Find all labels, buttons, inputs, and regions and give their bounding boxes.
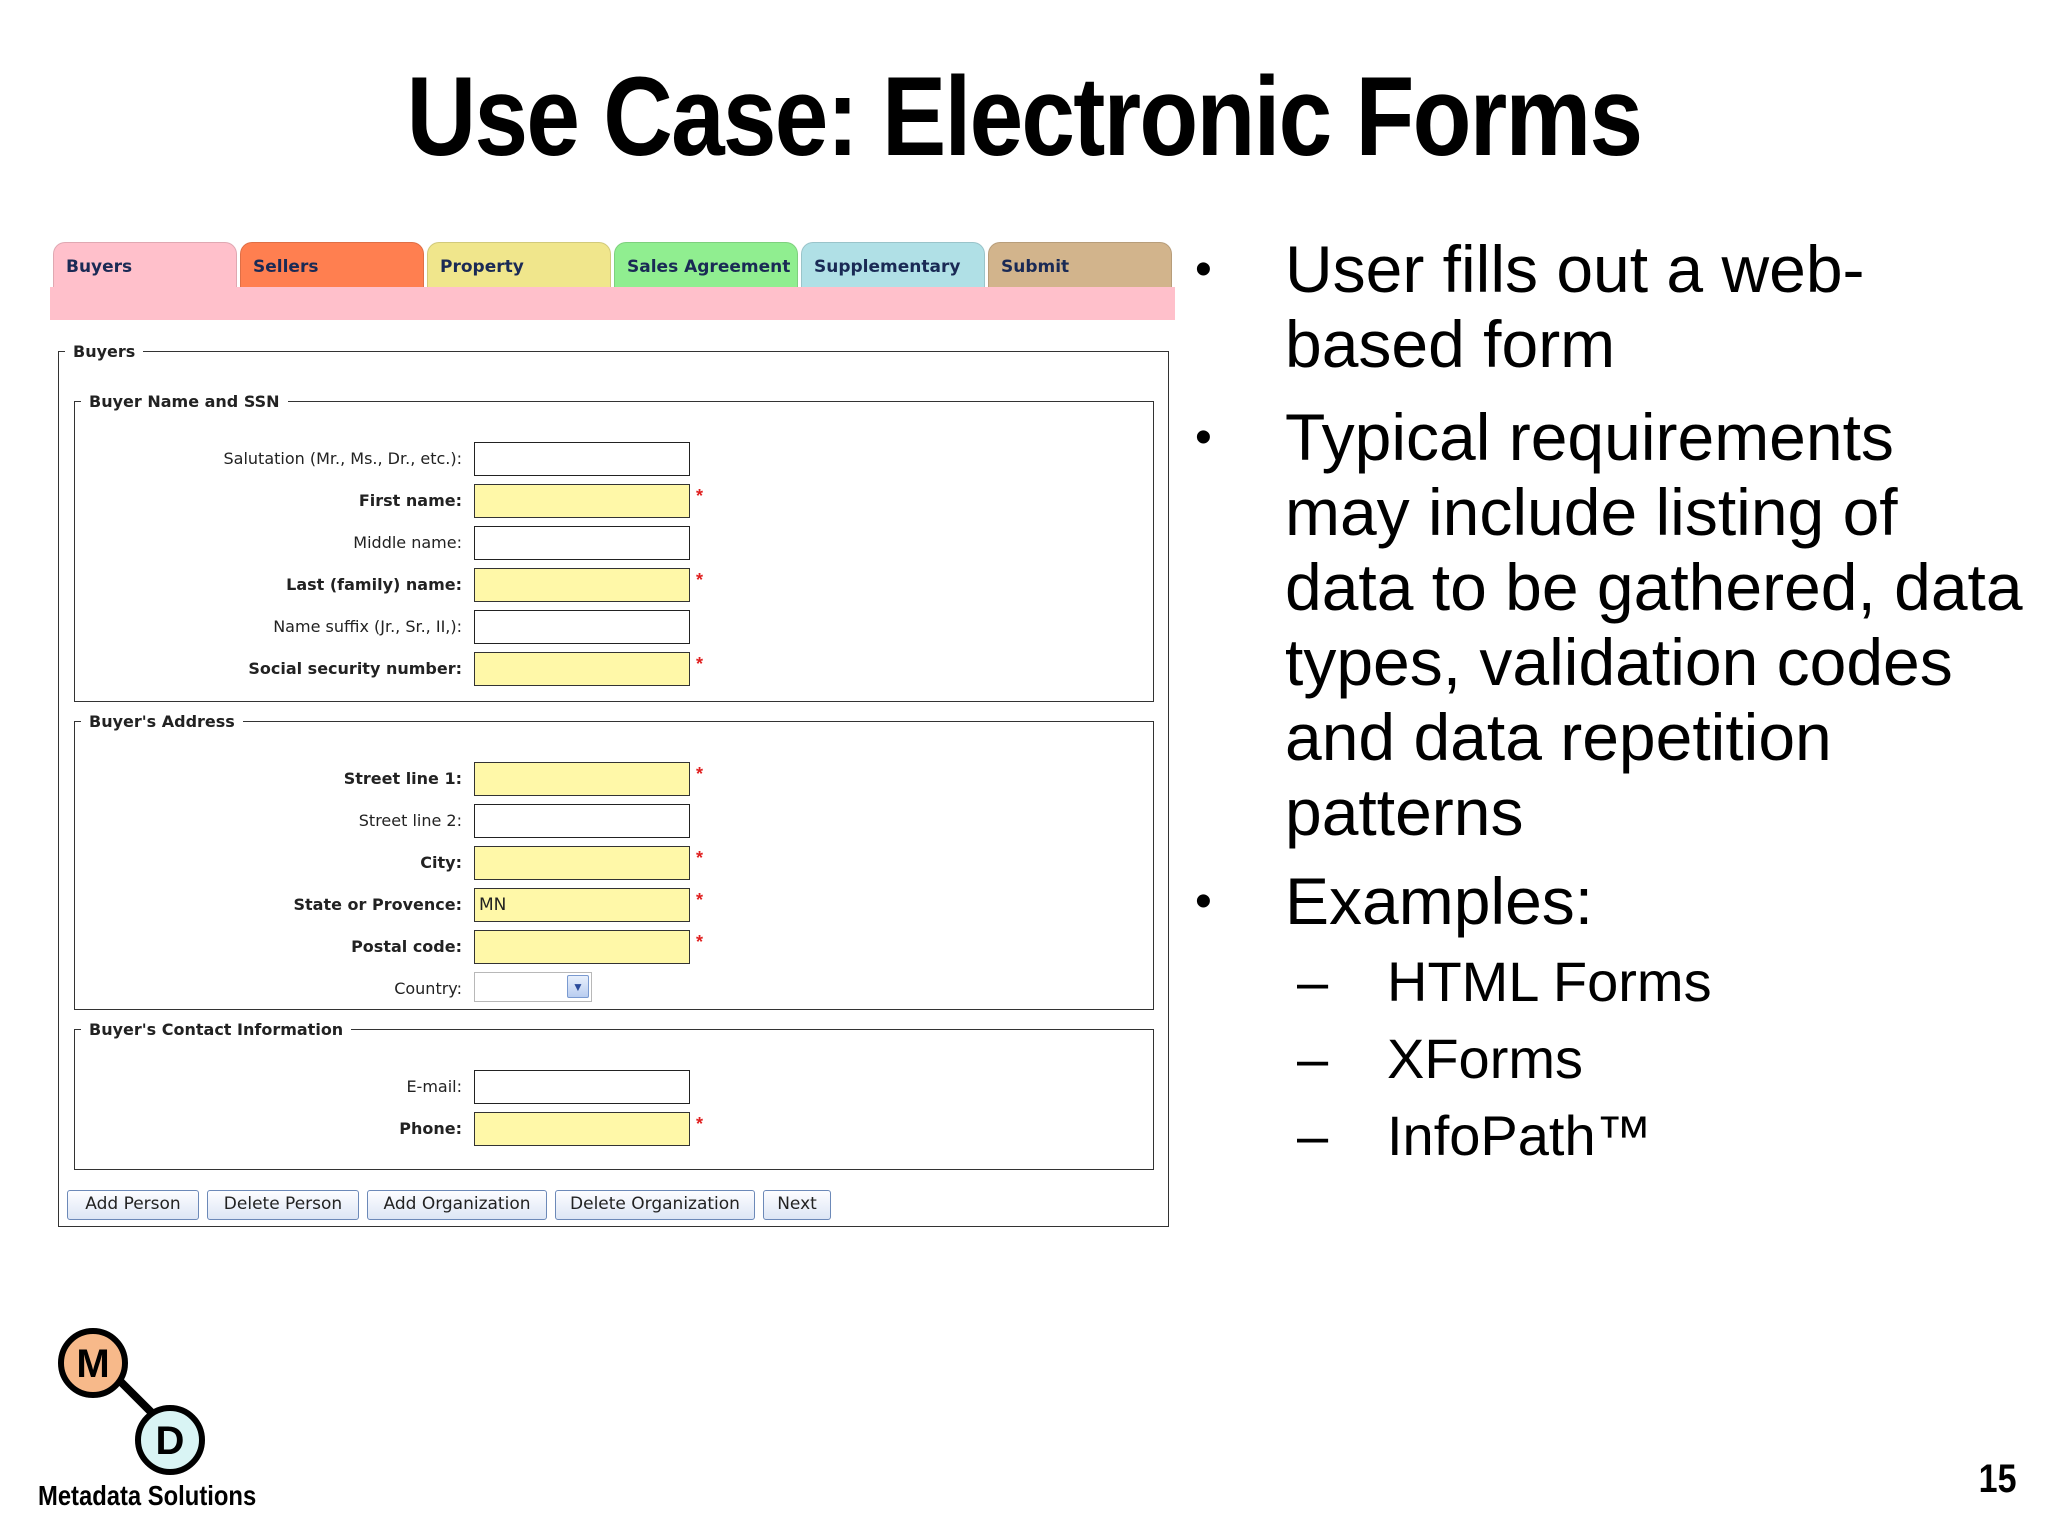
first-name-label: First name: (358, 491, 462, 510)
name-ssn-legend: Buyer Name and SSN (89, 392, 280, 411)
tab-buyers[interactable]: Buyers (53, 242, 237, 287)
first-name-field[interactable] (474, 484, 690, 518)
required-marker: * (696, 932, 704, 952)
phone-field[interactable] (474, 1112, 690, 1146)
salutation-row (74, 442, 1154, 476)
tab-sales-agreement[interactable]: Sales Agreement (614, 242, 798, 287)
bullet-marker: • (1195, 411, 1212, 464)
city-row (74, 846, 1154, 880)
required-marker: * (696, 654, 704, 674)
required-marker: * (696, 1114, 704, 1134)
sub-bullet-marker: – (1297, 950, 1329, 1013)
street1-label: Street line 1: (343, 769, 462, 788)
name-ssn-rows (74, 442, 1154, 702)
logo-m-letter: M (76, 1342, 110, 1386)
street1-row (74, 762, 1154, 796)
sub-bullet-text: HTML Forms (1387, 950, 1712, 1013)
ssn-row (74, 652, 1154, 686)
name-suffix-label: Name suffix (Jr., Sr., II,): (273, 617, 462, 636)
tab-sellers[interactable]: Sellers (240, 242, 424, 287)
required-marker: * (696, 570, 704, 590)
delete-organization-button[interactable]: Delete Organization (555, 1190, 755, 1220)
add-person-button[interactable]: Add Person (67, 1190, 199, 1220)
city-label: City: (420, 853, 462, 872)
delete-person-button[interactable]: Delete Person (207, 1190, 359, 1220)
sub-bullet-marker: – (1297, 1104, 1329, 1167)
company-name: Metadata Solutions (38, 1480, 257, 1511)
ssn-label: Social security number: (248, 659, 462, 678)
email-row (74, 1070, 1154, 1104)
phone-row (74, 1112, 1154, 1146)
last-name-row (74, 568, 1154, 602)
required-marker: * (696, 848, 704, 868)
sub-bullet-text: XForms (1387, 1027, 1583, 1090)
sub-bullet-marker: – (1297, 1027, 1329, 1090)
bullet-text: Examples: (1285, 864, 1594, 938)
name-suffix-row (74, 610, 1154, 644)
logo-d-letter: D (155, 1419, 185, 1463)
state-label: State or Provence: (293, 895, 462, 914)
required-marker: * (696, 764, 704, 784)
next-button[interactable]: Next (763, 1190, 831, 1220)
required-marker: * (696, 486, 704, 506)
country-row (74, 972, 1154, 1006)
state-row (74, 888, 1154, 922)
name-suffix-field[interactable] (474, 610, 690, 644)
postal-code-label: Postal code: (351, 937, 462, 956)
country-label: Country: (394, 979, 462, 998)
address-legend: Buyer's Address (89, 712, 235, 731)
street2-field[interactable] (474, 804, 690, 838)
street2-row (74, 804, 1154, 838)
middle-name-row (74, 526, 1154, 560)
chevron-down-icon[interactable]: ▼ (567, 975, 589, 998)
email-label: E-mail: (406, 1077, 462, 1096)
email-field[interactable] (474, 1070, 690, 1104)
street1-field[interactable] (474, 762, 690, 796)
buyers-legend: Buyers (73, 342, 136, 361)
last-name-field[interactable] (474, 568, 690, 602)
last-name-label: Last (family) name: (286, 575, 462, 594)
tab-property[interactable]: Property (427, 242, 611, 287)
bullet-marker: • (1195, 243, 1212, 296)
active-tab-strip (50, 287, 1175, 320)
country-select[interactable] (474, 972, 592, 1002)
contact-rows (74, 1070, 1154, 1150)
bullet-text: Typical requirements may include listing of data to be gathered, data types, validation codes and data repetition patterns (1285, 400, 2023, 849)
tab-submit[interactable]: Submit (988, 242, 1172, 287)
middle-name-label: Middle name: (353, 533, 462, 552)
contact-legend: Buyer's Contact Information (89, 1020, 344, 1039)
salutation-label: Salutation (Mr., Ms., Dr., etc.): (223, 449, 462, 468)
slide-title: Use Case: Electronic Forms (406, 54, 1642, 179)
form-screenshot (50, 242, 1175, 1227)
middle-name-field[interactable] (474, 526, 690, 560)
tab-bar (50, 242, 1175, 322)
city-field[interactable] (474, 846, 690, 880)
salutation-field[interactable] (474, 442, 690, 476)
bullet-text: User fills out a web-based form (1285, 232, 1865, 381)
postal-code-field[interactable] (474, 930, 690, 964)
tab-supplementary[interactable]: Supplementary (801, 242, 985, 287)
required-marker: * (696, 890, 704, 910)
page-number: 15 (1978, 1457, 2016, 1501)
first-name-row (74, 484, 1154, 518)
add-organization-button[interactable]: Add Organization (367, 1190, 547, 1220)
ssn-field[interactable] (474, 652, 690, 686)
phone-label: Phone: (399, 1119, 462, 1138)
address-rows (74, 762, 1154, 1002)
sub-bullet-text: InfoPath™ (1387, 1104, 1652, 1167)
state-field[interactable]: MN (474, 888, 690, 922)
street2-label: Street line 2: (358, 811, 462, 830)
postal-code-row (74, 930, 1154, 964)
bullet-marker: • (1195, 875, 1212, 928)
